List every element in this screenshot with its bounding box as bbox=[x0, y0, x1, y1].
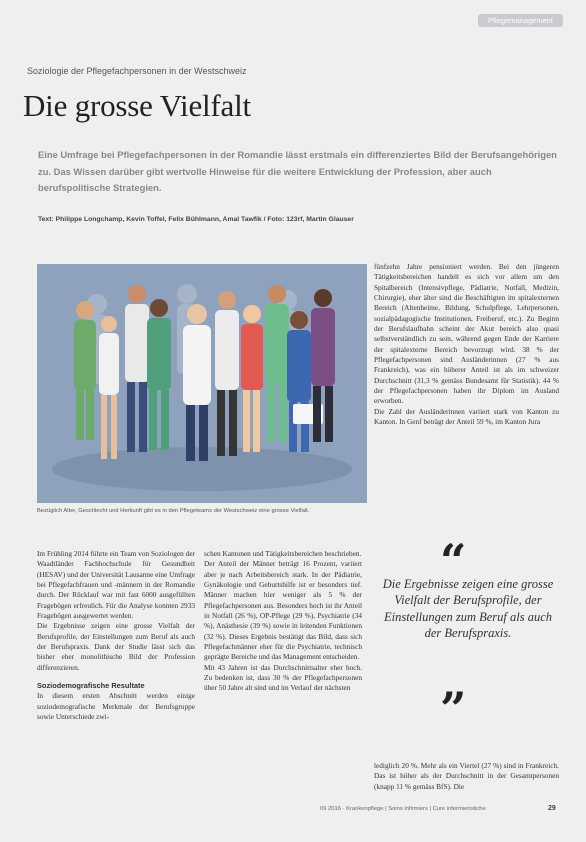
paragraph: Mit 43 Jahren ist das Durchschnittsalter eher hoch. Zu bedenken ist, dass 30 % der Pflegefachpersonen über 50 Jahre alt sind und im Verlauf der nächsten bbox=[204, 662, 362, 693]
quote-open-icon: “ bbox=[440, 534, 467, 588]
article-credits: Text: Philippe Longchamp, Kevin Toffel, Felix Bühlmann, Amal Tawfik / Foto: 123rf, Martin Glauser bbox=[38, 216, 354, 223]
column-right-bottom bbox=[374, 761, 559, 792]
column-1 bbox=[37, 549, 195, 723]
paragraph: fünfzehn Jahre pensioniert werden. Bei den jüngeren Tätigkeitsbereichen handelt es sich vor allem um den Spitalbereich (Intensivpflege, Pädiatrie, Notfall, Medizin, Chirurgie), eher älter sind die Beschäftigten im spitalexternen Bereich (Altenheime, Bildung, Schulpflege, Lehrpersonen, sozialpädagogische Institutionen, Freiberuf, etc.). Zu Beginn der Berufslaufbahn scheint der Akut bereich also quasi selbstverständlich zu sein, während gegen Ende der Karriere der spitalexterne Bereich bevorzugt wird. 38 % der Pflegefachpersonen sind Ausländerinnen (27 % aus Frankreich), was ein höherer Anteil ist als im schweizer Durchschnitt (31,3 % gemäss Bundesamt für Statistik). 44 % der Pflegefachpersonen haben ihr Diplom im Ausland erworben. bbox=[374, 262, 559, 406]
illustration-healthcare-team bbox=[37, 264, 367, 503]
paragraph: Der Anteil der Männer beträgt 16 Prozent, variiert aber je nach Arbeitsbereich stark. In der Pädiatrie, Gynäkologie und Geburtshilfe ist er besonders tief. Männer machen hier weniger als 5 % der Pflegefachpersonen aus. Besonders hoch ist ihr Anteil in Notfall (26 %), OP-Pflege (29 %), Psychiatrie (34 %), Anästhesie (39 %) sowie in leitenden Funktionen (32 %). Dieses Ergebnis bestätigt das Bild, dass sich Pflegefachmänner eher für die Psychiatrie, technisch geprägte Bereiche und das Management entscheiden. bbox=[204, 559, 362, 662]
column-right-top bbox=[374, 262, 559, 428]
article-kicker: Soziologie der Pflegefachpersonen in der Westschweiz bbox=[27, 66, 247, 76]
paragraph: schen Kantonen und Tätigkeitsbereichen beschrieben. bbox=[204, 549, 362, 558]
page-number: 29 bbox=[548, 805, 556, 812]
paragraph: Die Ergebnisse zeigen eine grosse Vielfalt der Berufsprofile, der Einstellungen zum Beruf als auch der Berufspraxis. Dank der Studie lässt sich das bisher eher monolithische Bild der Profession differenzieren. bbox=[37, 621, 195, 672]
paragraph: Im Frühling 2014 führte ein Team von Soziologen der Waadtländer Fachhochschule für Gesundheit (HESAV) und der Universität Lausanne eine Umfrage bei Pflegefachfrauen und -männern in der Romandie durch. Der Rücklauf war mit fast 6000 ausgefüllten Fragebögen erfreulich. Für die Analyse konnten 2933 Fragebögen ausgewertet werden. bbox=[37, 549, 195, 621]
paragraph: lediglich 20 %. Mehr als ein Viertel (27 %) sind in Frankreich. Das ist höher als der Durchschnitt in der Gesamtpersonen (knapp 11 % gemäss BfS). Die bbox=[374, 761, 559, 791]
pull-quote: Die Ergebnisse zeigen eine grosse Vielfalt der Berufsprofile, der Einstellungen zum Beruf als auch der Berufspraxis. bbox=[382, 577, 554, 641]
subheading: Soziodemografische Resultate bbox=[37, 681, 145, 691]
paragraph: Die Zahl der Ausländerinnen variiert stark von Kanton zu Kanton. In Genf beträgt der Anteil 59 %, im Kanton Jura bbox=[374, 406, 559, 427]
figure-caption: Bezüglich Alter, Geschlecht und Herkunft gibt es in den Pflegeteams der Westschweiz eine grosse Vielfalt. bbox=[37, 508, 310, 514]
article-title: Die grosse Vielfalt bbox=[23, 88, 251, 123]
article-lead: Eine Umfrage bei Pflegefachpersonen in der Romandie lässt erstmals ein differenziertes Bild der Berufsangehörigen zu. Das Wissen darüber gibt wertvolle Hinweise für die weitere Entwicklung der Profession, aber auch berufspolitische Strategien. bbox=[38, 149, 557, 194]
quote-close-icon: ” bbox=[440, 682, 467, 736]
page-footer: 09 2016 · Krankenpflege | Soins infirmiers | Cure infermieristiche bbox=[320, 806, 486, 812]
column-2 bbox=[204, 549, 362, 694]
section-tag: Pflegemanagement bbox=[478, 14, 563, 27]
healthcare-team-image bbox=[37, 264, 367, 503]
paragraph: In diesem ersten Abschnitt werden einige soziodemografische Merkmale der Berufsgruppe sowie Unterschiede zwi- bbox=[37, 691, 195, 722]
